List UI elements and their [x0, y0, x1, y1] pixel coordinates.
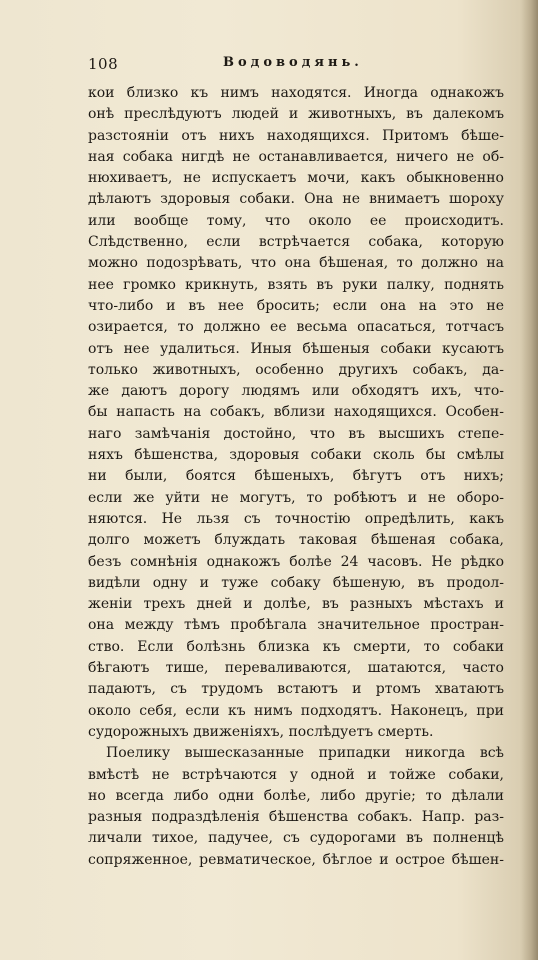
text-line: можно подозрѣвать, что она бѣшеная, то должно на — [88, 255, 504, 272]
text-line: Поелику вышесказанные припадки никогда всѣ — [106, 745, 504, 762]
text-line: разстояніи отъ нихъ находящихся. Притомъ бѣше- — [88, 127, 504, 144]
page-edge-shadow — [520, 0, 538, 960]
text-line: няются. Не льзя съ точностію опредѣлить, какъ — [88, 510, 504, 527]
text-line: судорожныхъ движеніяхъ, послѣдуетъ смерть. — [88, 723, 434, 740]
text-line: дѣлаютъ здоровыя собаки. Она не внимаетъ шороху — [88, 191, 504, 208]
text-line: или вообще тому, что около ее происходитъ. — [88, 212, 504, 229]
text-line: только животныхъ, особенно другихъ собакъ, да- — [88, 361, 504, 378]
text-line: видѣли одну и туже собаку бѣшеную, въ продол- — [88, 574, 504, 591]
text-line: личали тихое, падучее, съ судорогами въ полненцѣ — [88, 830, 504, 847]
running-head: Водоводянь. — [223, 55, 363, 70]
text-line: если же уйти не могутъ, то робѣютъ и не оборо- — [88, 489, 504, 506]
text-line: но всегда либо одни болѣе, либо другіе; то дѣлали — [88, 787, 504, 804]
text-line: что-либо и въ нее бросить; если она на это не — [88, 297, 504, 314]
text-line: около себя, если къ нимъ подходятъ. Наконецъ, при — [88, 702, 504, 719]
text-line: наго замѣчанія достойно, что въ высшихъ степе- — [88, 425, 504, 442]
text-line: ство. Если болѣзнь близка къ смерти, то собаки — [88, 638, 504, 655]
text-line: она между тѣмъ пробѣгала значительное простран- — [88, 617, 504, 634]
text-line: нее громко крикнуть, взять въ руки палку, поднять — [88, 276, 504, 293]
text-line: долго можетъ блуждать таковая бѣшеная собака, — [88, 532, 504, 549]
page-number: 108 — [88, 55, 119, 73]
text-line: безъ сомнѣнія однакожъ болѣе 24 часовъ. Не рѣдко — [88, 553, 504, 570]
text-line: бѣгаютъ тише, переваливаются, шатаются, часто — [88, 660, 504, 677]
text-line: бы напасть на собакъ, вблизи находящихся. Особен- — [88, 404, 504, 421]
text-line: нюхиваетъ, не испускаетъ мочи, какъ обыкновенно — [88, 170, 504, 187]
text-line: разныя подраздѣленія бѣшенства собакъ. Напр. раз- — [88, 809, 504, 826]
text-line: ная собака нигдѣ не останавливается, ничего не об- — [88, 148, 504, 165]
page-header — [88, 55, 502, 75]
text-line: няхъ бѣшенства, здоровыя собаки сколь бы смѣлы — [88, 447, 504, 464]
text-line: ни были, боятся бѣшеныхъ, бѣгутъ отъ нихъ; — [88, 468, 504, 485]
text-line: вмѣстѣ не встрѣчаются у одной и тойже собаки, — [88, 766, 504, 783]
body-text — [88, 83, 504, 871]
text-line: падаютъ, съ трудомъ встаютъ и ртомъ хватаютъ — [88, 681, 504, 698]
text-line: же даютъ дорогу людямъ или обходятъ ихъ, что- — [88, 383, 504, 400]
text-line: отъ нее удалиться. Иныя бѣшеныя собаки кусаютъ — [88, 340, 504, 357]
text-line: кои близко къ нимъ находятся. Иногда однакожъ — [88, 85, 504, 101]
text-line: онѣ преслѣдуютъ людей и животныхъ, въ далекомъ — [88, 106, 504, 123]
text-line: озирается, то должно ее весьма опасаться, тотчасъ — [88, 319, 504, 336]
text-line: женіи трехъ дней и долѣе, въ разныхъ мѣстахъ и — [88, 596, 504, 613]
text-line: Слѣдственно, если встрѣчается собака, которую — [88, 234, 504, 251]
text-line: сопряженное, ревматическое, бѣглое и острое бѣшен- — [88, 851, 504, 868]
